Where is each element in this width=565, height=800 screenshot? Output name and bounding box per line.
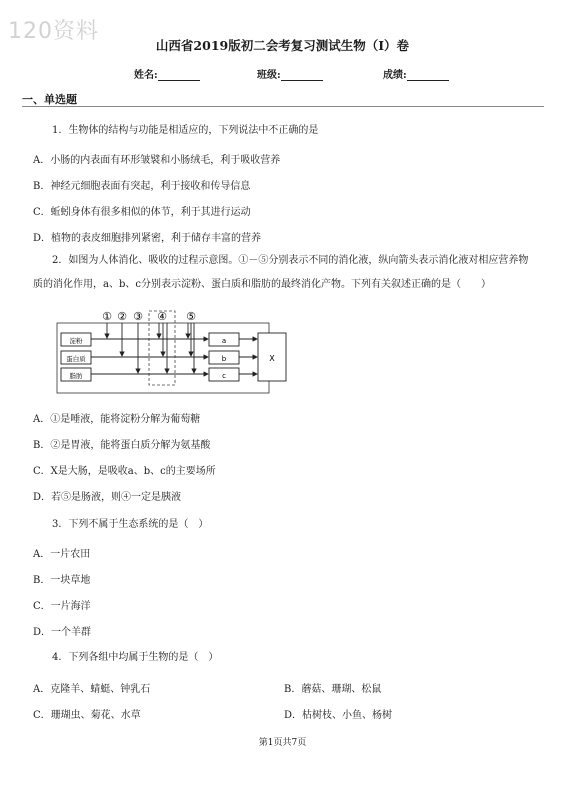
watermark: 120资料 bbox=[8, 19, 99, 44]
question-2-option-b: B．②是胃液，能将蛋白质分解为氨基酸 bbox=[33, 440, 211, 451]
question-3-option-d: D．一个羊群 bbox=[33, 627, 92, 638]
page-footer: 第1页共7页 bbox=[258, 738, 307, 748]
section-heading: 一、单选题 bbox=[22, 93, 77, 106]
question-2-option-a: A．①是唾液，能将淀粉分解为葡萄糖 bbox=[33, 414, 201, 425]
score-blank bbox=[407, 69, 449, 81]
juice-label-2: ② bbox=[117, 310, 127, 323]
question-3-option-a: A．一片农田 bbox=[33, 549, 91, 560]
question-4-stem: 4．下列各组中均属于生物的是（ ） bbox=[52, 652, 219, 663]
score-label: 成绩: bbox=[383, 70, 407, 81]
product-label-c: c bbox=[222, 372, 226, 380]
question-3-stem: 3．下列不属于生态系统的是（ ） bbox=[52, 519, 209, 530]
juice-label-1: ① bbox=[102, 310, 112, 323]
name-label: 姓名: bbox=[134, 70, 158, 81]
absorption-label-x: X bbox=[269, 354, 275, 363]
question-2-stem bbox=[33, 249, 538, 297]
class-field bbox=[257, 66, 323, 81]
page-title: 山西省2019版初二会考复习测试生物（I）卷 bbox=[155, 38, 410, 53]
question-4-option-a: A．克隆羊、蜻蜓、钟乳石 bbox=[33, 684, 151, 695]
class-blank bbox=[281, 69, 323, 81]
question-4-option-c: C．珊瑚虫、菊花、水草 bbox=[33, 710, 141, 721]
digestion-diagram bbox=[55, 305, 305, 395]
question-1-option-a: A．小肠的内表面有环形皱襞和小肠绒毛，利于吸收营养 bbox=[33, 155, 281, 166]
section-divider bbox=[22, 106, 544, 107]
question-3-option-c: C．一片海洋 bbox=[33, 601, 91, 612]
question-4-option-d: D．枯树枝、小鱼、杨树 bbox=[284, 710, 393, 721]
question-2-stem-line-1: 2．如图为人体消化、吸收的过程示意图。①－⑤分别表示不同的消化液，纵向箭头表示消化液对相应营养物 bbox=[52, 255, 529, 266]
product-label-b: b bbox=[221, 355, 227, 363]
question-2-stem-line-2: 质的消化作用，a、b、c分别表示淀粉、蛋白质和脂肪的最终消化产物。下列有关叙述正确的是（ ） bbox=[33, 279, 491, 290]
juice-label-4: ④ bbox=[157, 310, 167, 323]
product-label-a: a bbox=[221, 337, 227, 345]
question-4-option-b: B．蘑菇、珊瑚、松鼠 bbox=[284, 684, 382, 695]
question-3-option-b: B．一块草地 bbox=[33, 575, 91, 586]
juice-label-3: ③ bbox=[133, 310, 143, 323]
input-label-protein: 蛋白质 bbox=[66, 355, 86, 363]
input-label-starch: 淀粉 bbox=[69, 337, 83, 345]
question-1-option-b: B．神经元细胞表面有突起，利于接收和传导信息 bbox=[33, 181, 251, 192]
question-2-option-d: D．若⑤是肠液，则④一定是胰液 bbox=[33, 492, 182, 503]
name-blank bbox=[158, 69, 200, 81]
score-field bbox=[383, 66, 449, 81]
name-field bbox=[134, 66, 200, 81]
question-1-stem: 1．生物体的结构与功能是相适应的，下列说法中不正确的是 bbox=[52, 125, 319, 136]
question-2-option-c: C．X是大肠，是吸收a、b、c的主要场所 bbox=[33, 466, 216, 477]
question-1-option-c: C．蚯蚓身体有很多相似的体节，利于其进行运动 bbox=[33, 207, 251, 218]
class-label: 班级: bbox=[257, 70, 281, 81]
input-label-fat: 脂肪 bbox=[69, 372, 83, 380]
juice-label-5: ⑤ bbox=[186, 310, 196, 323]
question-1-option-d: D．植物的表皮细胞排列紧密，利于储存丰富的营养 bbox=[33, 233, 262, 244]
